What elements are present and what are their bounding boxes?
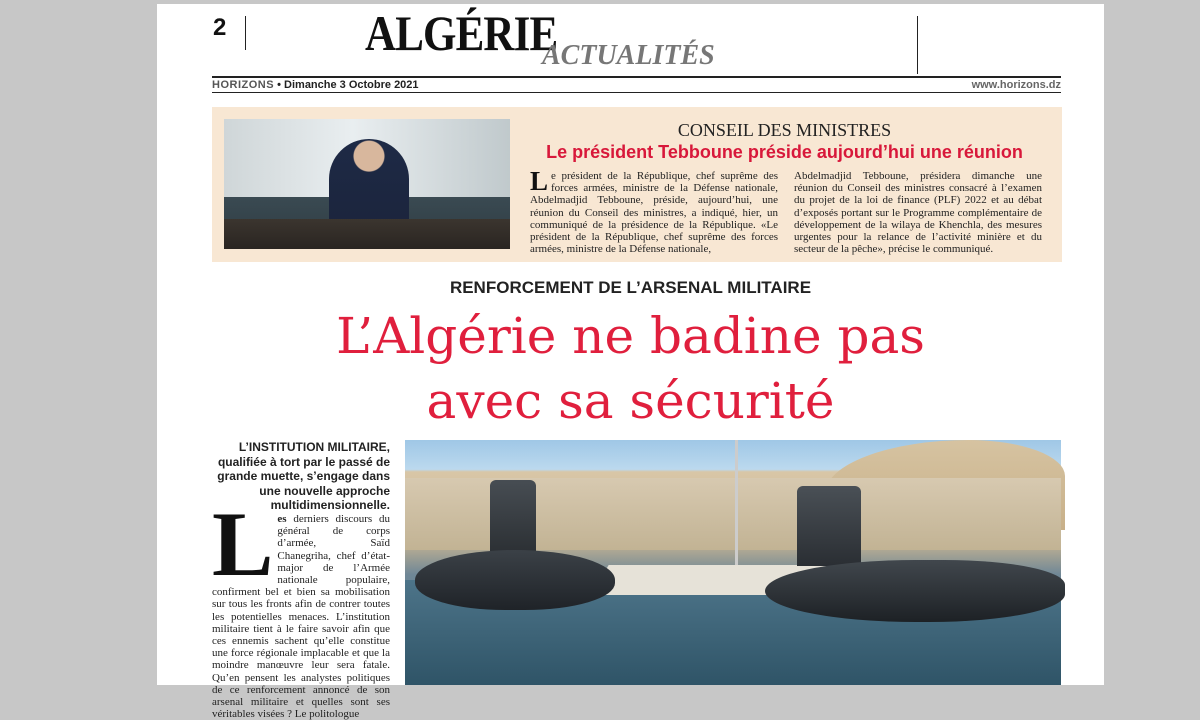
masthead-title: ALGÉRIE (365, 5, 558, 61)
president-photo (224, 119, 510, 249)
headline-line-2: avec sa sécurité (426, 372, 835, 430)
submarine-sail-1 (490, 480, 536, 558)
conseil-title[interactable]: Le président Tebboune préside aujourd’hui une réunion (546, 142, 1023, 162)
article-body (212, 493, 390, 720)
submarine-hull-2 (765, 560, 1065, 622)
date-line (212, 78, 419, 92)
submarine-photo (405, 440, 1061, 685)
masthead-divider-right (917, 16, 918, 74)
masthead-divider (245, 16, 246, 50)
newspaper-page (157, 4, 1104, 720)
lead-text: qualifiée à tort par le passé de grande muette, s’engage dans une nouvelle approche multidimensionnelle. (217, 454, 390, 513)
article-kicker: RENFORCEMENT DE L’ARSENAL MILITAIRE (449, 278, 812, 297)
submarine-hull-1 (415, 550, 615, 610)
first-word: es (277, 513, 287, 525)
date-bar (212, 76, 1061, 93)
photo-mast (735, 440, 738, 570)
body-text: derniers discours du général de corps d’armée, Saïd Chanegriha, chef d’état-major de l’Armée nationale populaire, confirment bel et bien sa mobilisation sur tous les fronts afin de contrer toutes les potentielles menaces. L’institution militaire tient à le faire savoir afin que ces ennemis sachent qu’elle constitue une force régionale implacable et que la moindre manœuvre leur sera fatale. Qu’en pensent les analystes politiques de ce renforcement annoncé de son arsenal militaire et quelles sont ses véritables visées ? Le politologue (212, 513, 390, 720)
dropcap: L (530, 166, 549, 196)
issue-date: • Dimanche 3 Octobre 2021 (277, 79, 419, 91)
conseil-column-1 (530, 166, 778, 256)
headline-line-1: L’Algérie ne badine pas (336, 307, 925, 365)
page-number: 2 (213, 14, 227, 41)
conseil-box (212, 107, 1062, 262)
article-headline[interactable] (157, 304, 1104, 434)
brand-name: HORIZONS (212, 79, 275, 91)
website-link[interactable]: www.horizons.dz (971, 79, 1061, 91)
conseil-text-1: e président de la République, chef suprême des forces armées, ministre de la Défense nationale, Abdelmadjid Tebboune, préside, aujourd’hui, une réunion du Conseil des ministres, a indiqué, hier, un communiqué de la présidence de la République. «Le président de la République, chef suprême des forces armées, ministre de la Défense nationale, (530, 170, 778, 256)
photo-desk (224, 219, 510, 249)
submarine-sail-2 (797, 486, 861, 566)
masthead-section: ACTUALITÉS (542, 40, 715, 71)
conseil-column-2: Abdelmadjid Tebboune, présidera dimanche une réunion du Conseil des ministres consacré à l’examen du projet de la loi de finance (PLF) 2022 et au débat d’exposés portant sur le Programme complémentaire de développement de la wilaya de Khenchla, des mesures urgentes pour la relance de l’activité minière et du secteur de la pêche», précise le communiqué. (794, 170, 1042, 256)
lead-bold: L’INSTITUTION MILITAIRE, (238, 440, 390, 454)
conseil-kicker: CONSEIL DES MINISTRES (677, 120, 892, 140)
dropcap-large: L (212, 493, 274, 595)
